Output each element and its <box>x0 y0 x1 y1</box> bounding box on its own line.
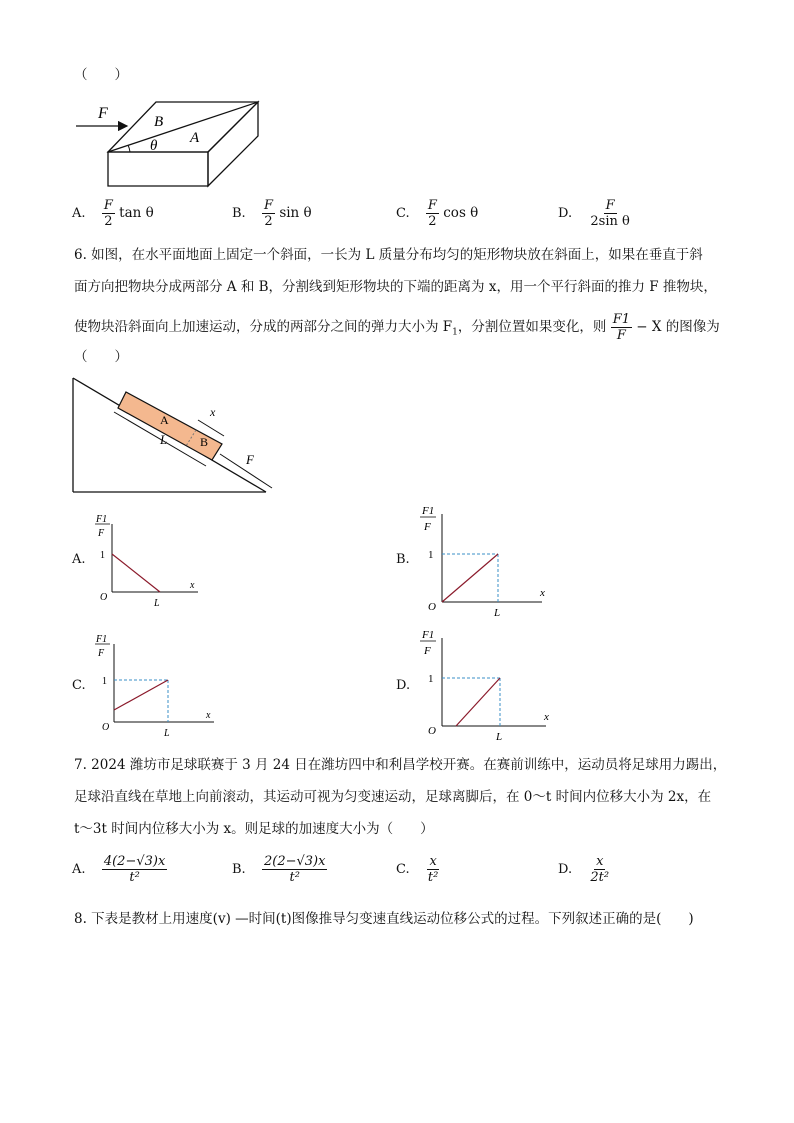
q7-stem-line-3: t～3t 时间内位移大小为 x。则足球的加速度大小为（ ） <box>74 821 434 837</box>
split-line <box>108 102 258 152</box>
svg-text:F: F <box>98 528 105 539</box>
svg-text:x: x <box>540 587 545 599</box>
graph-b-line <box>442 554 498 602</box>
part-a-label: A <box>190 130 200 146</box>
push-force-label: F <box>246 452 254 467</box>
svg-text:F1: F1 <box>422 505 435 517</box>
svg-text:F1: F1 <box>422 629 435 641</box>
graph-a-label[interactable]: A. <box>72 552 86 567</box>
q6-stem-line-3: 使物块沿斜面向上加速运动，分成的两部分之间的弹力大小为 $F_1$，分割位置如果变化，则 $\frac{F1}{F}$ − X 的图像为 <box>74 312 720 343</box>
graph-a <box>90 508 210 612</box>
q6-stem-line-2: 面方向把物块分成两部分 A 和 B，分割线到矩形物块的下端的距离为 x，用一个平行斜面的推力 F 推物块， <box>74 279 717 295</box>
x-label: x <box>210 405 216 419</box>
svg-text:O: O <box>102 722 110 733</box>
block-b-label: B <box>200 435 209 449</box>
block-rect <box>118 392 222 460</box>
graph-b-label[interactable]: B. <box>396 552 410 567</box>
q5-block-figure <box>72 98 272 190</box>
force-label: F <box>98 105 108 122</box>
graph-d-line <box>456 678 500 726</box>
q5-option-b[interactable]: B. $\frac{F}{2}$ sin θ <box>232 198 312 229</box>
graph-c <box>90 628 222 744</box>
block-front-face <box>108 152 208 186</box>
block-side-face <box>208 102 258 186</box>
q7-option-b[interactable]: B. $\frac{2(2-√3)x}{\text{t²}}$ <box>232 854 326 885</box>
q6-answer-bracket: （ ） <box>74 349 128 365</box>
svg-text:x: x <box>190 580 195 591</box>
svg-text:1: 1 <box>102 676 107 687</box>
q8-stem-line-1: 8. 下表是教材上用速度(v) —时间(t)图像推导匀变速直线运动位移公式的过程。下列叙述正确的是( ) <box>74 911 694 927</box>
svg-text:O: O <box>428 601 436 613</box>
svg-text:F: F <box>424 521 431 533</box>
q7-option-c[interactable]: C. $\frac{x}{\text{t²}}$ <box>396 854 439 885</box>
svg-text:F1: F1 <box>96 634 108 645</box>
part-b-label: B <box>154 114 164 130</box>
q5-option-a[interactable]: A. $\frac{F}{2}$ tan θ <box>72 198 154 229</box>
svg-text:x: x <box>544 711 549 723</box>
q7-option-a[interactable]: A. $\frac{4(2-√3)x}{\text{t²}}$ <box>72 854 166 885</box>
q6-incline-figure <box>70 374 280 498</box>
svg-text:1: 1 <box>428 673 434 685</box>
svg-text:O: O <box>100 592 108 603</box>
svg-text:1: 1 <box>100 550 105 561</box>
q6-stem-line-1: 6. 如图，在水平面地面上固定一个斜面，一长为 L 质量分布均匀的矩形物块放在斜面上，如果在垂直于斜 <box>74 247 703 263</box>
q7-stem-line-2: 足球沿直线在草地上向前滚动，其运动可视为匀变速运动，足球离脚后，在 0～t 时间内位移大小为 2x，在 <box>74 789 712 805</box>
svg-text:F: F <box>98 648 105 659</box>
svg-text:L: L <box>494 607 501 619</box>
graph-c-line <box>114 680 168 710</box>
svg-text:O: O <box>428 725 436 737</box>
graph-a-line <box>112 554 160 592</box>
theta-label: θ <box>150 138 158 154</box>
q7-option-d[interactable]: D. $\frac{x}{\text{2t²}}$ <box>558 854 610 885</box>
graph-c-label[interactable]: C. <box>72 678 86 693</box>
svg-text:1: 1 <box>428 549 434 561</box>
svg-text:L: L <box>164 728 170 739</box>
svg-text:x: x <box>206 710 211 721</box>
theta-arc <box>128 145 130 152</box>
svg-text:F1: F1 <box>96 514 108 525</box>
q5-answer-bracket: （ ） <box>74 67 128 83</box>
q5-option-d[interactable]: D. $\frac{F}{\text{2sin θ}}$ <box>558 198 630 229</box>
q5-option-c[interactable]: C. $\frac{F}{2}$ cos θ <box>396 198 479 229</box>
svg-text:F: F <box>424 645 431 657</box>
l-label: L <box>160 432 168 447</box>
graph-d-label[interactable]: D. <box>396 678 411 693</box>
svg-text:L: L <box>154 598 160 609</box>
svg-text:L: L <box>496 731 503 743</box>
graph-d <box>414 624 556 746</box>
q7-stem-line-1: 7. 2024 潍坊市足球联赛于 3 月 24 日在潍坊四中和利昌学校开赛。在赛前训练中，运动员将足球用力踢出， <box>74 757 727 773</box>
graph-b <box>414 500 554 624</box>
block-a-label: A <box>160 413 169 427</box>
